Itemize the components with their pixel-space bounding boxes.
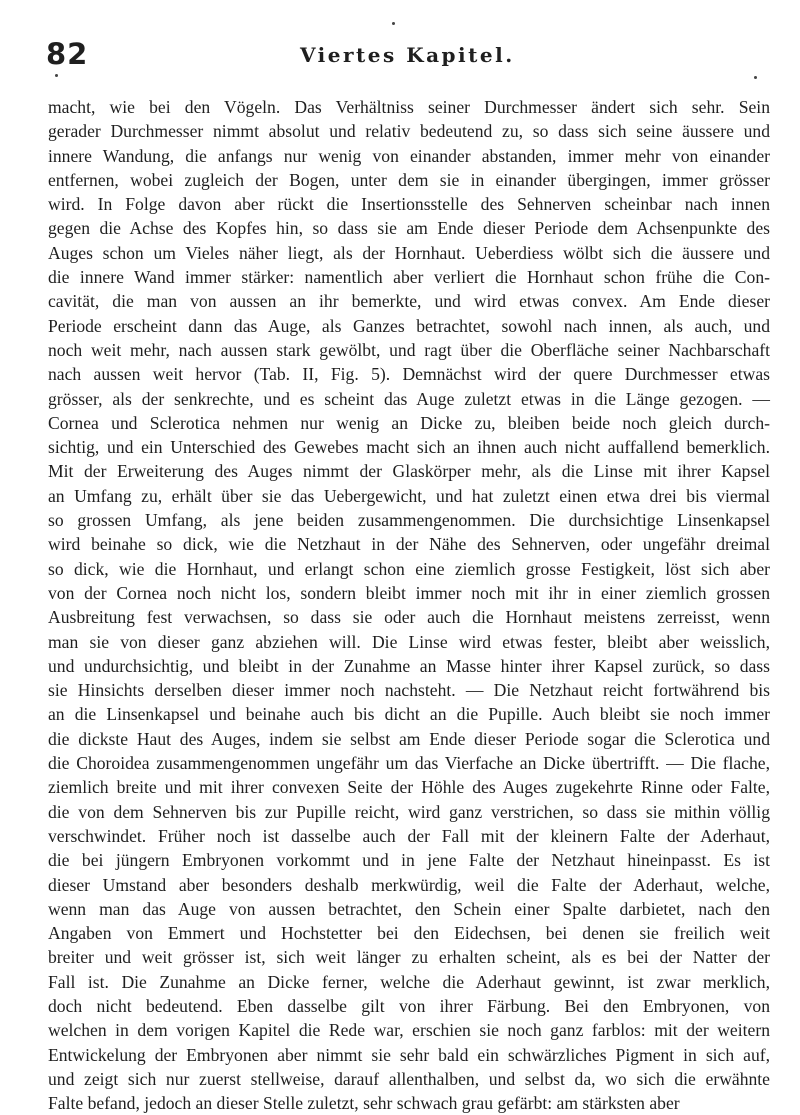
text-line: die dickste Haut des Auges, indem sie selbst am Ende dieser Periode sogar die Sclerotica und <box>48 728 770 749</box>
text-line: gerader Durchmesser nimmt absolut und relativ bedeutend zu, so dass sich seine äussere und <box>48 121 770 142</box>
text-line: ziemlich breite und mit ihrer convexen Seite der Höhle des Auges zugekehrte Rinne oder Falte, <box>48 777 770 798</box>
page-header <box>46 36 776 76</box>
text-line: man sie von dieser ganz abziehen will. Die Linse wird etwas fester, bleibt aber weisslich, <box>48 631 770 652</box>
text-line: die bei jüngern Embryonen vorkommt und in jene Falte der Netzhaut hineinpasst. Es ist <box>48 850 770 871</box>
text-line: innere Wandung, die anfangs nur wenig von einander abstanden, immer mehr von einander <box>48 145 770 166</box>
text-line: Falte befand, jedoch an dieser Stelle zuletzt, sehr schwach grau gefärbt: am stärksten aber <box>48 1093 680 1114</box>
text-line: an die Linsenkapsel und beinahe auch bis dicht an die Pupille. Auch bleibt sie noch immer <box>48 704 770 725</box>
text-line: die innere Wand immer stärker: namentlich aber verliert die Hornhaut schon frühe die Con- <box>48 267 770 288</box>
text-line: verschwindet. Früher noch ist dasselbe auch der Fall mit der kleinern Falte der Aderhaut, <box>48 825 770 846</box>
text-line: wenn man das Auge von aussen betrachtet, den Schein einer Spalte darbietet, nach den <box>48 898 770 919</box>
text-line: wird. In Folge davon aber rückt die Insertionsstelle des Sehnerven scheinbar nach innen <box>48 194 770 215</box>
text-line: Auges schon um Vieles näher liegt, als der Hornhaut. Ueberdiess wölbt sich die äussere und <box>48 242 770 263</box>
text-line: Fall ist. Die Zunahme an Dicke ferner, welche die Aderhaut gewinnt, ist zwar merklich, <box>48 971 770 992</box>
text-line: entfernen, wobei zugleich der Bogen, unter dem sie in einander übergingen, immer grösser <box>48 169 770 190</box>
text-line: Angaben von Emmert und Hochstetter bei den Eidechsen, bei denen sie freilich weit <box>48 923 770 944</box>
body-text <box>48 95 770 1115</box>
text-line: so grossen Umfang, als jene beiden zusammengenommen. Die durchsichtige Linsenkapsel <box>48 510 770 531</box>
text-line: grösser, als der senkrechte, und es scheint das Auge zuletzt etwas in die Länge gezogen. — <box>48 388 770 409</box>
text-line: und zeigt sich nur zuerst stellweise, darauf allenthalben, und selbst da, wo sich die erwähnte <box>48 1068 770 1089</box>
text-line: und undurchsichtig, und bleibt in der Zunahme an Masse hinter ihrer Kapsel zurück, so dass <box>48 655 770 676</box>
text-line: sichtig, und ein Unterschied des Gewebes macht sich an ihnen auch nicht auffallend bemerklich. <box>48 437 770 458</box>
text-line: Periode erscheint dann das Auge, als Ganzes betrachtet, sowohl nach innen, als auch, und <box>48 315 770 336</box>
text-line: von der Cornea noch nicht los, sondern bleibt immer noch mit ihr in einer ziemlich grossen <box>48 582 770 603</box>
text-line: so dick, wie die Hornhaut, und erlangt schon eine ziemlich grosse Festigkeit, löst sich aber <box>48 558 770 579</box>
text-line: an Umfang zu, erhält über sie das Uebergewicht, und hat zuletzt einen etwa drei bis viermal <box>48 485 770 506</box>
running-head: Viertes Kapitel. <box>300 43 515 67</box>
text-line: dieser Umstand aber besonders deshalb merkwürdig, weil die Falte der Aderhaut, welche, <box>48 874 770 895</box>
text-line: doch nicht bedeutend. Eben dasselbe gilt von ihrer Färbung. Bei den Embryonen, von <box>48 995 770 1016</box>
text-line: cavität, die man von aussen an ihr bemerkte, und wird etwas convex. Am Ende dieser <box>48 291 770 312</box>
text-line: nach aussen weit hervor (Tab. II, Fig. 5). Demnächst wird der quere Durchmesser etwas <box>48 364 770 385</box>
text-line: macht, wie bei den Vögeln. Das Verhältniss seiner Durchmesser ändert sich sehr. Sein <box>48 97 770 117</box>
text-line: wird beinahe so dick, wie die Netzhaut in der Nähe des Sehnerven, oder ungefähr dreimal <box>48 534 770 555</box>
text-line: die von dem Sehnerven bis zur Pupille reicht, wird ganz verstrichen, so dass sie mithin völlig <box>48 801 770 822</box>
text-line: welchen in dem vorigen Kapitel die Rede war, erschien sie noch ganz farblos: mit der weitern <box>48 1020 770 1041</box>
text-line: die Choroidea zusammengenommen ungefähr um das Vierfache an Dicke übertrifft. — Die flache, <box>48 753 770 774</box>
text-line: breiter und weit grösser ist, sich weit länger zu erhalten scheint, als es bei der Natter der <box>48 947 770 968</box>
text-line: sie Hinsichts derselben dieser immer noch nachsteht. — Die Netzhaut reicht fortwährend bis <box>48 680 770 701</box>
text-line: Cornea und Sclerotica nehmen nur wenig an Dicke zu, bleiben beide noch gleich durch- <box>48 412 770 433</box>
text-line: gegen die Achse des Kopfes hin, so dass sie am Ende dieser Periode dem Achsenpunkte des <box>48 218 770 239</box>
text-line: Ausbreitung fest verwachsen, so dass sie oder auch die Hornhaut meistens zerreisst, wenn <box>48 607 770 628</box>
text-line: Entwickelung der Embryonen aber nimmt sie sehr bald ein schwärzliches Pigment in sich auf, <box>48 1044 770 1065</box>
ink-speck <box>55 74 58 77</box>
text-line: Mit der Erweiterung des Auges nimmt der Glaskörper mehr, als die Linse mit ihrer Kapsel <box>48 461 770 482</box>
ink-speck <box>754 76 757 79</box>
text-line: noch weit mehr, nach aussen stark gewölbt, und ragt über die Oberfläche seiner Nachbarschaft <box>48 339 770 360</box>
ink-speck <box>392 22 395 25</box>
page-number: 82 <box>46 37 89 71</box>
